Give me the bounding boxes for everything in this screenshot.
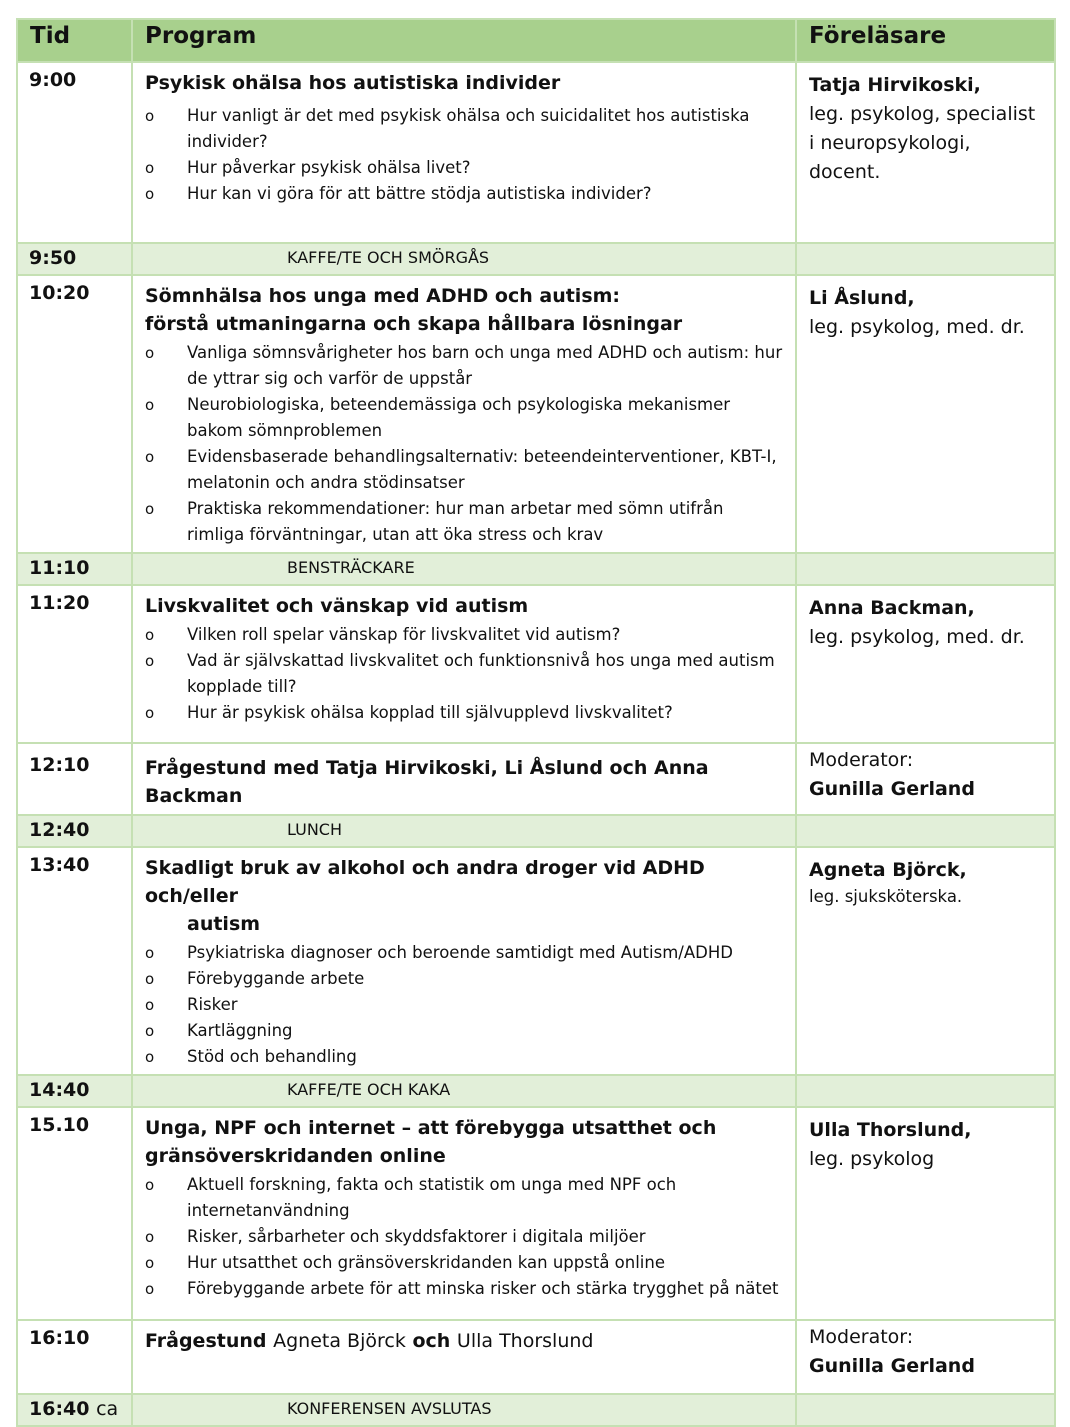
bullet-item: o Hur utsatthet och gränsöverskridanden kan uppstå online bbox=[145, 1250, 785, 1276]
session-bullets bbox=[145, 622, 785, 726]
moderator-name: Gunilla Gerland bbox=[809, 1355, 975, 1377]
bullet-item: o Psykiatriska diagnoser och beroende samtidigt med Autism/ADHD bbox=[145, 940, 785, 966]
lecturer-name: Li Åslund, bbox=[809, 287, 915, 309]
header-program: Program bbox=[132, 19, 796, 62]
session-time: 10:20 bbox=[17, 275, 132, 553]
session-title-line1: Sömnhälsa hos unga med ADHD och autism: bbox=[145, 285, 621, 307]
break-label: KAFFE/TE OCH SMÖRGÅS bbox=[132, 243, 796, 275]
break-row bbox=[17, 815, 1055, 847]
bullet-item: o Neurobiologiska, beteendemässiga och psykologiska mekanismer bakom sömnproblemen bbox=[145, 392, 785, 444]
moderator-label: Moderator: bbox=[809, 1326, 914, 1348]
break-time: 11:10 bbox=[17, 553, 132, 585]
session-row bbox=[17, 275, 1055, 553]
session-bullets bbox=[145, 1172, 785, 1302]
session-title-line2: förstå utmaningarna och skapa hållbara lösningar bbox=[145, 313, 683, 335]
break-row bbox=[17, 553, 1055, 585]
session-moderator bbox=[796, 743, 1055, 815]
lecturer-title: leg. psykolog, med. dr. bbox=[809, 316, 1025, 338]
session-row bbox=[17, 62, 1055, 243]
lecturer-name: Agneta Björck, bbox=[809, 859, 967, 881]
session-title-line1: Skadligt bruk av alkohol och andra droger vid ADHD och/eller bbox=[145, 857, 705, 907]
break-empty-cell bbox=[796, 1394, 1055, 1426]
session-title: Psykisk ohälsa hos autistiska individer bbox=[145, 72, 561, 94]
session-time: 15.10 bbox=[17, 1107, 132, 1320]
session-time: 16:10 bbox=[17, 1320, 132, 1394]
bullet-item: o Kartläggning bbox=[145, 1018, 785, 1044]
break-time: 14:40 bbox=[17, 1075, 132, 1107]
bullet-item: o Vilken roll spelar vänskap för livskvalitet vid autism? bbox=[145, 622, 785, 648]
session-title bbox=[145, 1327, 785, 1355]
header-time: Tid bbox=[17, 19, 132, 62]
session-title: Livskvalitet och vänskap vid autism bbox=[145, 595, 529, 617]
program-schedule-table bbox=[16, 18, 1056, 1427]
session-time: 12:10 bbox=[17, 743, 132, 815]
bullet-continuation bbox=[145, 674, 785, 700]
break-time bbox=[17, 1394, 132, 1426]
break-row bbox=[17, 243, 1055, 275]
title-name-2: Ulla Thorslund bbox=[456, 1330, 594, 1352]
session-row bbox=[17, 585, 1055, 743]
session-title-line1: Unga, NPF och internet – att förebygga utsatthet och bbox=[145, 1117, 717, 1139]
lecturer-title: leg. psykolog, med. dr. bbox=[809, 626, 1025, 648]
bullet-item: o Hur är psykisk ohälsa kopplad till självupplevd livskvalitet? bbox=[145, 700, 785, 726]
end-time: 16:40 bbox=[29, 1398, 90, 1420]
break-time: 9:50 bbox=[17, 243, 132, 275]
bullet-item: o Vanliga sömnsvårigheter hos barn och unga med ADHD och autism: hur de yttrar sig och varför de uppstår bbox=[145, 340, 785, 392]
break-empty-cell bbox=[796, 553, 1055, 585]
session-time: 13:40 bbox=[17, 847, 132, 1075]
bullet-item: o Praktiska rekommendationer: hur man arbetar med sömn utifrån rimliga förväntningar, utan att öka stress och krav bbox=[145, 496, 785, 548]
session-program bbox=[132, 275, 796, 553]
session-bullets bbox=[145, 103, 785, 207]
break-row bbox=[17, 1075, 1055, 1107]
session-row bbox=[17, 847, 1055, 1075]
qa-row bbox=[17, 1320, 1055, 1394]
header-lecturer: Föreläsare bbox=[796, 19, 1055, 62]
session-program bbox=[132, 1107, 796, 1320]
break-empty-cell bbox=[796, 243, 1055, 275]
session-program bbox=[132, 585, 796, 743]
break-label: KAFFE/TE OCH KAKA bbox=[132, 1075, 796, 1107]
session-lecturer bbox=[796, 1107, 1055, 1320]
bullet-item: o Evidensbaserade behandlingsalternativ: beteendeinterventioner, KBT-I, melatonin och andra stödinsatser bbox=[145, 444, 785, 496]
lecturer-name: Anna Backman, bbox=[809, 597, 975, 619]
break-empty-cell bbox=[796, 815, 1055, 847]
lecturer-name: Ulla Thorslund, bbox=[809, 1119, 972, 1141]
bullet-continuation-text: kopplade till? bbox=[187, 677, 297, 696]
break-time: 12:40 bbox=[17, 815, 132, 847]
bullet-item: o Risker, sårbarheter och skyddsfaktorer i digitala miljöer bbox=[145, 1224, 785, 1250]
lecturer-name: Tatja Hirvikoski, bbox=[809, 74, 981, 96]
break-label: BENSTRÄCKARE bbox=[132, 553, 796, 585]
bullet-item: o Hur påverkar psykisk ohälsa livet? bbox=[145, 155, 785, 181]
lecturer-title: leg. sjuksköterska. bbox=[809, 887, 963, 906]
bullet-item: o Förebyggande arbete för att minska risker och stärka trygghet på nätet bbox=[145, 1276, 785, 1302]
session-lecturer bbox=[796, 62, 1055, 243]
session-program bbox=[132, 1320, 796, 1394]
title-bold-2: och bbox=[412, 1330, 451, 1352]
break-label: LUNCH bbox=[132, 815, 796, 847]
session-bullets bbox=[145, 940, 785, 1070]
session-lecturer bbox=[796, 585, 1055, 743]
bullet-item: o Stöd och behandling bbox=[145, 1044, 785, 1070]
break-empty-cell bbox=[796, 1075, 1055, 1107]
bullet-item: o Hur vanligt är det med psykisk ohälsa och suicidalitet hos autistiska individer? bbox=[145, 103, 785, 155]
session-bullets bbox=[145, 340, 785, 548]
session-program bbox=[132, 62, 796, 243]
bullet-item: o Förebyggande arbete bbox=[145, 966, 785, 992]
lecturer-title: leg. psykolog bbox=[809, 1148, 935, 1170]
session-title: Frågestund med Tatja Hirvikoski, Li Åslund och Anna Backman bbox=[145, 757, 709, 807]
session-program bbox=[132, 743, 796, 815]
session-program bbox=[132, 847, 796, 1075]
session-time: 9:00 bbox=[17, 62, 132, 243]
header-row bbox=[17, 19, 1055, 62]
session-title-line2: autism bbox=[187, 913, 261, 935]
title-name-1: Agneta Björck bbox=[273, 1330, 406, 1352]
end-time-suffix: ca bbox=[96, 1398, 119, 1420]
session-moderator bbox=[796, 1320, 1055, 1394]
lecturer-title: leg. psykolog, specialist i neuropsykologi, docent. bbox=[809, 103, 1036, 183]
session-lecturer bbox=[796, 275, 1055, 553]
moderator-name: Gunilla Gerland bbox=[809, 778, 975, 800]
break-label: KONFERENSEN AVSLUTAS bbox=[132, 1394, 796, 1426]
session-time: 11:20 bbox=[17, 585, 132, 743]
bullet-item: o Risker bbox=[145, 992, 785, 1018]
session-lecturer bbox=[796, 847, 1055, 1075]
session-row bbox=[17, 1107, 1055, 1320]
moderator-label: Moderator: bbox=[809, 749, 914, 771]
bullet-item: o Vad är självskattad livskvalitet och funktionsnivå hos unga med autism bbox=[145, 648, 785, 674]
title-bold-1: Frågestund bbox=[145, 1330, 267, 1352]
bullet-item: o Aktuell forskning, fakta och statistik om unga med NPF och internetanvändning bbox=[145, 1172, 785, 1224]
bullet-item: o Hur kan vi göra för att bättre stödja autistiska individer? bbox=[145, 181, 785, 207]
qa-row bbox=[17, 743, 1055, 815]
break-row bbox=[17, 1394, 1055, 1426]
session-title-line2: gränsöverskridanden online bbox=[145, 1145, 446, 1167]
